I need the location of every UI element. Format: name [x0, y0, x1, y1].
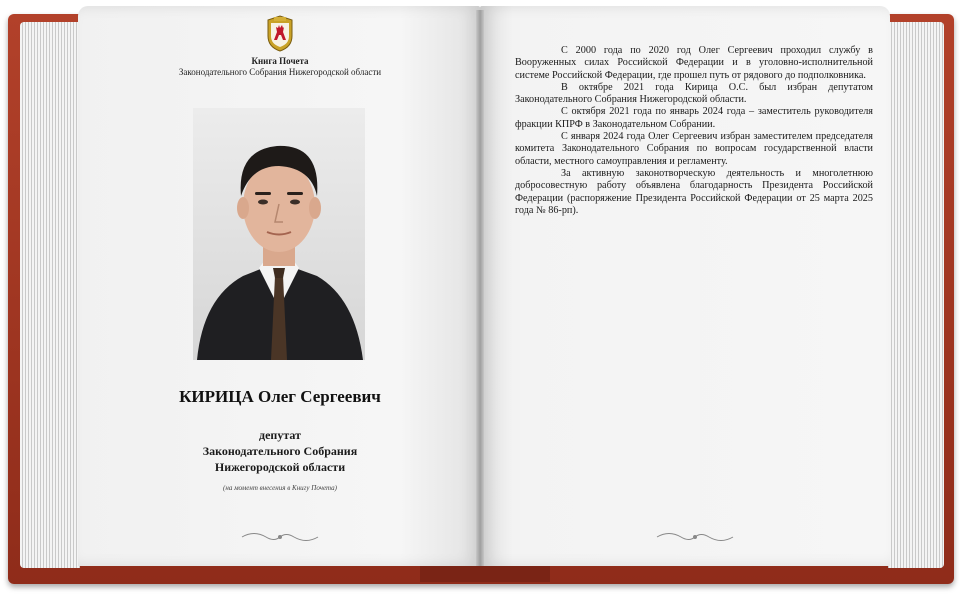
role-line-3: Нижегородской области — [214, 460, 346, 474]
book-spine-shadow — [476, 10, 484, 566]
person-name: КИРИЦА Олег Сергеевич — [179, 387, 381, 406]
biography-paragraph: В октябре 2021 года Кирица О.С. был избран депутатом Законодательного Собрания Нижегородской области. — [515, 81, 873, 106]
role-line-1: депутат — [259, 428, 301, 442]
coat-of-arms-icon — [265, 14, 295, 52]
ornament-right-icon — [655, 530, 735, 544]
right-page-stack — [888, 22, 944, 568]
portrait-photo — [193, 108, 365, 360]
biography-paragraph: С 2000 года по 2020 год Олег Сергеевич проходил службу в Вооруженных силах Российской Федерации и в уголовно-исполнительной системе Российской Федерации, где прошел путь от рядового до подполковника. — [515, 45, 873, 81]
person-role — [150, 427, 410, 475]
left-page-stack — [20, 22, 80, 568]
biography-text — [515, 45, 873, 217]
role-line-2: Законодательного Собрания — [202, 444, 358, 458]
portrait-image — [193, 108, 365, 360]
biography-paragraph: С января 2024 года Олег Сергеевич избран заместителем председателя комитета Законодательного Собрания по вопросам государственной власти области, местного самоуправления и регламенту. — [515, 131, 873, 167]
book-title — [140, 56, 420, 78]
book-bottom-band — [420, 566, 550, 582]
biography-paragraph: За активную законотворческую деятельность и многолетнюю добросовестную работу объявлена благодарность Президента Российской Федерации (распоряжение Президента Российской Федерации от 25 марта 2025 года № 86-рп). — [515, 167, 873, 216]
ornament-left-icon — [240, 530, 320, 544]
book-title-line-2: Законодательного Собрания Нижегородской области — [178, 67, 382, 77]
book-title-line-1: Книга Почета — [251, 56, 309, 66]
biography-paragraph: С октября 2021 года по январь 2024 года – заместитель руководителя фракции КПРФ в Законодательном Собрании. — [515, 106, 873, 130]
entry-note: (на момент внесения в Книгу Почета) — [223, 484, 337, 492]
